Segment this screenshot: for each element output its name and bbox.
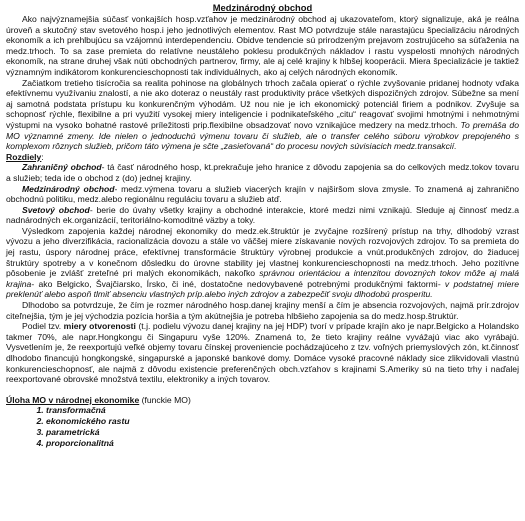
paragraph-integration-italic-2: - v podstatnej miere preklenúť alebo aspoň tlmiť absenciu vlastných príp.alebo iných zdrojov a zabezpečiť svoju dlhodobú prosperitu. — [6, 278, 520, 300]
functions-heading-line — [6, 395, 519, 406]
paragraph-openness-text: Podiel tzv. — [22, 321, 64, 332]
list-item: 4. proporcionalitná — [46, 438, 519, 449]
paragraph-integration-italic: správnou orientáciou a intenzitou dovozných tokov môže aj malá krajina — [6, 268, 519, 289]
paragraph-globalization-italic: To premáša do MO významné zmeny. Ide nielen o jednoduchú výmenu tovaru či služieb, ale o transfer celého súboru výrobkov prepojeného s komplexom rôznych služieb, pričom táto výmena je sčte „zasieťovaná“ do procesu nových súvisiacich medz.transakcií. — [6, 119, 519, 152]
paragraph-small-economies: Dlhodobo sa potvrdzuje, že čím je rozmer národného hosp.danej krajiny menší a čím je absencia rozvojových, najmä prír.zdrojov citeľnejšia, tým je jej východzia pozícia horšia a tým akútnejšia je potreba hlbšieho zapojenia sa do medz.hosp.štruktúr. — [6, 300, 519, 321]
paragraph-globalization-text: Začiatkom tretieho tisícročia sa realita pohinose na globálnych trhoch začala opierať o rýchle zvyšovanie pridanej hodnoty vďaka efektívnemu využívaniu znalostí, a nie ako doteraz o neustály rast produktivity práce všetkých dispozičných zdrojov. Súbežne sa mení aj samotná podstata prístupu ku konkurenčným výhodám. Už nou nie je ich ekonomický potenciál firiem a podnikov. Zvyšuje sa schopnosť rýchle, flexibilne a pri využití vysokej miery inteligencie i podnikateľského „citu“ reagovať svojimi hmotnými i nehmotnými výstupmi na vysoko bohatné rastové príležitosti prip.flexibilne obsadzovať novo vznikajúce medzery na medz.trhoch. — [6, 77, 519, 130]
definition-text: - berie do úvahy všetky krajiny a obchodné interakcie, ktoré medzi nimi vznikajú. Sleduje aj činnosť medz.a nadnárodných ek.organizácií, teritoriálno-komoditné väzby a toky. — [6, 204, 520, 226]
section-differences-heading: Rozdiely — [6, 151, 42, 162]
section-differences — [6, 152, 519, 163]
definition-text: - tá časť národného hosp, kt.prekračuje jeho hranice z dôvodu zapojenia sa do celkových medz.tokov tovaru a služieb; teda ide o obchod z (do) jednej krajiny. — [6, 162, 519, 183]
definition-international-trade — [6, 184, 519, 205]
functions-heading-suffix: (funckie MO) — [139, 394, 191, 405]
paragraph-globalization — [6, 78, 519, 152]
document-page — [6, 2, 519, 449]
definition-term: Svetový obchod — [22, 204, 90, 215]
list-item: 1. transformačná — [46, 405, 519, 416]
list-item: 2. ekonomického rastu — [46, 416, 519, 427]
page-title: Medzinárodný obchod — [212, 2, 313, 13]
paragraph-integration-text: Výsledkom zapojenia každej národnej ekonomiky do medz.ek.štruktúr je zvyčajne rozšírený prístup na trhy, dlhodobý vzrast vývozu a jeho diverzifikácia, racionalizácia dovozu a stále vo väčšej miere získavanie nových rozvojových zdrojov. To sa premieta do jej rastu, úspory národnej práce, efektívnej transformácie štruktúry výrobnej produkcie a vnút.produkčných zdrojov, do žiaducej štruktúry spotreby a v konečnom dôsledku do úrovne stability jej vlastnej konkurencieschopnosti na medz.trhoch. Jeho pozitívne pôsobenie je zvlášť zreteľné pri malých ekonomikách, nakoľko — [6, 225, 519, 279]
openness-term: miery otvorenosti — [63, 321, 136, 332]
functions-heading: Úloha MO v národnej ekonomike — [6, 394, 140, 405]
section-differences-colon: : — [41, 151, 44, 162]
definition-foreign-trade — [6, 162, 519, 183]
spacer — [6, 385, 519, 395]
paragraph-integration — [6, 226, 519, 300]
list-item: 3. parametrická — [46, 427, 519, 438]
definition-term: Medzinárodný obchod — [22, 183, 115, 194]
paragraph-openness — [6, 321, 519, 385]
paragraph-integration-text-2: - ako Belgicko, Švajčiarsko, Írsko, či iné, dostatočne nedovybavené potrebnými produkčnými faktormi — [31, 278, 438, 289]
definition-term: Zahraničný obchod — [22, 162, 102, 173]
definition-text: - medz.výmena tovaru a služieb viacerých krajín v najširšom slova zmysle. To znamená aj zahranično obchodnú politiku, medz.alebo regionálnu reguláciu tovaru a služieb atď. — [6, 183, 520, 205]
definition-world-trade — [6, 205, 519, 226]
paragraph-intro: Ako najvýznamejšia súčasť vonkajších hosp.vzťahov je medzinárodný obchod aj ukazovateľom, ktorý signalizuje, aká je reálna úroveň a skutočný stav svetového hosp.i jeho jednotlivých elementov. Rast MO potvrdzuje stále narastajúcu špecializáciu národných ekonomík a ich prehlbujúcu sa vzájomnú interdependenciu. Obidve tendencie sú prirodzeným prejavom zostrujúceho sa súťaženia na medz.trhoch. To sa zase premieta do relatívne neustáleho poklesu produkčných nákladov i rastu vyspelosti mnohých národných ekonomík, na strane druhej však núti obchodných partnerov, firmy, ale aj celé krajiny k hlbšej kooperácii. Miera špecializácie je taktiež významným indikátorom konkurencieschopnosti tak individuálnych, ako aj celých národných ekonomík. — [6, 14, 519, 77]
functions-list — [6, 405, 519, 448]
paragraph-openness-text-2: (t.j. podielu vývozu danej krajiny na jej HDP) tvorí v prípade krajín ako je napr.Belgicko a Holandsko takmer 70%, ale napr.Hongkongu či Singapuru vyše 120%. Znamená to, že tieto krajiny reálne vyvážajú viac ako vyrábajú. Vysvetlením je, že reexportujú veľké objemy tovaru čínskej proveniencie pochádzajúceho z tzv. voľných priemyslových zón, kt.činnosť dlhodobo financujú hongkongské, singapurské a japonské bankové domy. Domáce vysoké pracovné náklady sice zlikvidovali vlastnú konkurencieschopnosť, ale najmä z dôvodu existencie preferenčných obch.vzťahov s krajinami S.Ameriky sú na tieto trhy i naďalej reexportované obrovské množstvá textilu, elektroniky a iných tovarov. — [6, 321, 519, 385]
